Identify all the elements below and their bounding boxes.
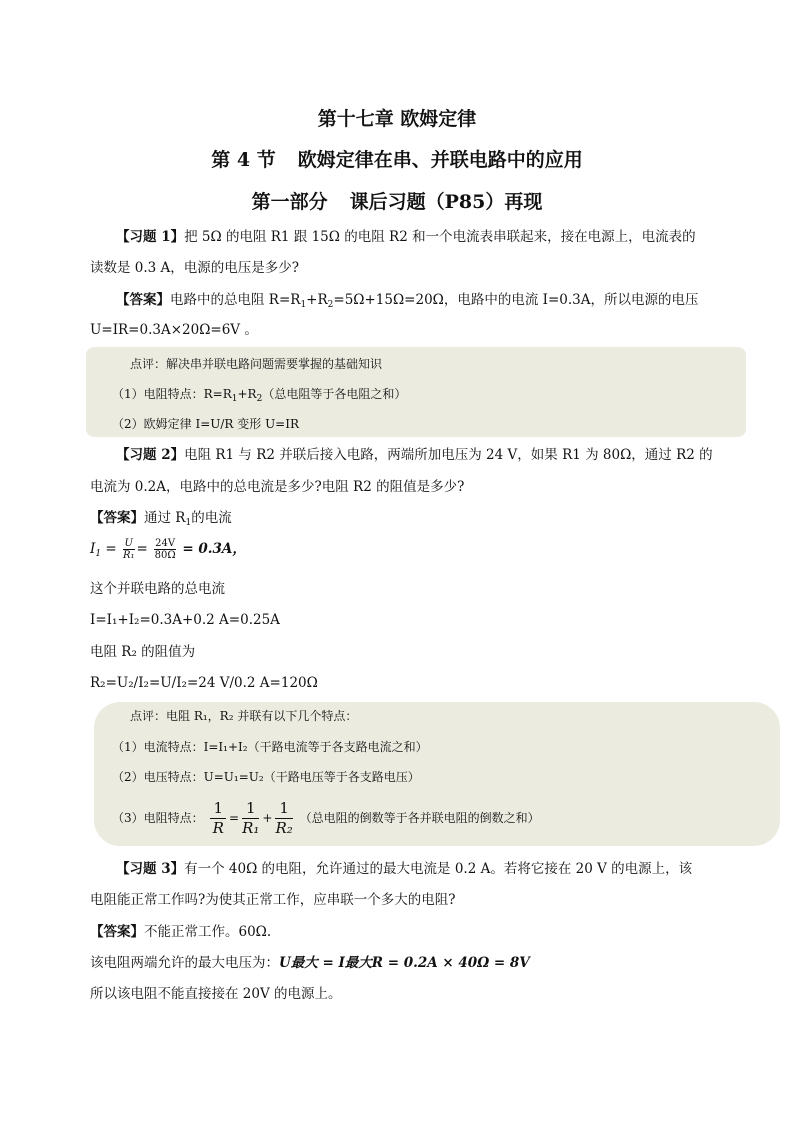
q2-text-1: 电阻 R1 与 R2 并联后接入电路，两端所加电压为 24 V，如果 R1 为 80Ω，通过 R2 的 — [184, 447, 713, 463]
q1-question-line-1 — [116, 228, 696, 246]
q1-comment-title: 点评：解决串并联电路问题需要掌握的基础知识 — [130, 357, 383, 371]
q2-total-current-label: 这个并联电路的总电流 — [90, 581, 225, 597]
q1-answer-line-2: U=IR=0.3A×20Ω=6V 。 — [90, 322, 258, 338]
q3-answer-text: 不能正常工作。60Ω. — [144, 924, 272, 940]
q2-question-line-2: 电流为 0.2A，电路中的总电流是多少?电阻 R2 的阻值是多少? — [90, 479, 465, 495]
q2-answer-sub: 1 — [185, 518, 192, 528]
reciprocal-r2 — [275, 799, 292, 838]
formula-lhs: I — [90, 541, 96, 557]
reciprocal-r2-denominator: R₂ — [275, 819, 293, 837]
q1-text-1: 把 5Ω 的电阻 R1 跟 15Ω 的电阻 R2 和一个电流表串联起来，接在电源上，电流表的 — [184, 229, 696, 245]
q2-total-current-calc: I=I₁+I₂=0.3A+0.2 A=0.25A — [90, 612, 280, 628]
q2-tag: 【习题 2】 — [116, 447, 185, 463]
q3-answer-tag: 【答案】 — [90, 924, 144, 940]
fraction-2-numerator: 24V — [155, 538, 176, 549]
reciprocal-r1 — [242, 799, 259, 838]
fraction-1-denominator: R₁ — [122, 550, 135, 561]
q3-max-voltage-line — [90, 954, 530, 972]
reciprocal-r1-denominator: R₁ — [242, 819, 260, 837]
formula-result: = 0.3A， — [182, 541, 246, 557]
q1-comment-line-1 — [112, 385, 406, 408]
q1-comment-1-a: （1）电阻特点：R=R — [112, 387, 232, 401]
q1-comment-1-b: +R — [237, 387, 257, 401]
q1-comment-1-sub-2: 2 — [256, 394, 263, 404]
section-title — [0, 145, 794, 172]
q1-comment-line-2: （2）欧姆定律 I=U/R 变形 U=IR — [112, 417, 300, 431]
q2-current-formula: $I_1$ = $\frac{U}{\text{R₁}}$ = $\frac{24V}{80\Omega}$ = 0.3A， — [90, 538, 246, 561]
q3-question-line-2: 电阻能正常工作吗?为使其正常工作，应串联一个多大的电阻? — [90, 892, 456, 908]
q2-answer-text-b: 的电流 — [191, 510, 232, 526]
q1-tag: 【习题 1】 — [116, 229, 185, 245]
q1-answer-line-1 — [116, 291, 699, 314]
q1-comment-1-sub-1: 1 — [231, 394, 238, 404]
reciprocal-r-denominator: R — [212, 819, 224, 837]
q3-answer-line — [90, 923, 271, 941]
q3-text-1: 有一个 40Ω 的电阻，允许通过的最大电流是 0.2 A。若将它接在 20 V 的电源上，该 — [184, 861, 693, 877]
q1-answer-sub-2: 2 — [327, 300, 334, 310]
section-number: 第 4 节 — [211, 149, 276, 171]
q2-comment-line-2: （2）电压特点：U=U₁=U₂（干路电压等于各支路电压） — [112, 770, 420, 784]
chapter-title: 第十七章 欧姆定律 — [317, 108, 477, 130]
q1-comment-1-c: （总电阻等于各电阻之和） — [262, 387, 407, 401]
q2-comment-line-3: （3）电阻特点： $\frac{1}{R}$ = $\frac{1}{\text{R₁}}$ + $\frac{1}{\text{R₂}}$ （总电阻的倒数等于各并联电阻的倒数之和） — [112, 799, 540, 837]
reciprocal-r2-numerator: 1 — [275, 799, 292, 819]
q3-max-voltage-equation: U最大 = I最大R = 0.2A × 40Ω = 8V — [279, 955, 530, 971]
section-name: 欧姆定律在串、并联电路中的应用 — [297, 149, 583, 171]
fraction-2-denominator: 80Ω — [154, 550, 176, 561]
part-name: 课后习题（P85）再现 — [349, 191, 543, 213]
q2-answer-text-a: 通过 R — [144, 510, 186, 526]
fraction-1-numerator: U — [124, 538, 133, 549]
q1-answer-tag: 【答案】 — [116, 292, 170, 308]
q2-answer-tag: 【答案】 — [90, 510, 144, 526]
formula-lhs-sub: 1 — [95, 549, 102, 559]
q2-comment-line-1: （1）电流特点：I=I₁+I₂（干路电流等于各支路电流之和） — [112, 740, 428, 754]
formula-fraction-2 — [154, 538, 176, 561]
q2-r2-label: 电阻 R₂ 的阻值为 — [90, 644, 196, 660]
q1-answer-text-b: +R — [306, 292, 328, 308]
q3-conclusion: 所以该电阻不能直接接在 20V 的电源上。 — [90, 986, 342, 1002]
q3-max-voltage-label: 该电阻两端允许的最大电压为： — [90, 955, 279, 971]
q2-answer-line — [90, 509, 232, 532]
q2-r2-calc: R₂=U₂/I₂=U/I₂=24 V/0.2 A=120Ω — [90, 675, 318, 691]
reciprocal-r-numerator: 1 — [210, 799, 226, 819]
q2-comment-3-label: （3）电阻特点： — [112, 811, 204, 825]
q2-question-line-1 — [116, 446, 713, 464]
q1-question-line-2: 读数是 0.3 A，电源的电压是多少? — [90, 260, 300, 276]
q1-answer-sub-1: 1 — [300, 300, 307, 310]
formula-fraction-1 — [123, 538, 135, 561]
q3-tag: 【习题 3】 — [116, 861, 185, 877]
q1-answer-text-c: =5Ω+15Ω=20Ω，电路中的电流 I=0.3A，所以电源的电压 — [333, 292, 699, 308]
q2-comment-title: 点评：电阻 R₁，R₂ 并联有以下几个特点： — [130, 709, 358, 723]
q2-comment-3-text: （总电阻的倒数等于各并联电阻的倒数之和） — [299, 811, 540, 825]
q1-answer-text-a: 电路中的总电阻 R=R — [170, 292, 301, 308]
q3-question-line-1 — [116, 860, 692, 878]
part-title — [0, 187, 794, 214]
reciprocal-r1-numerator: 1 — [242, 799, 259, 819]
reciprocal-r — [210, 799, 226, 838]
part-number: 第一部分 — [251, 191, 328, 213]
